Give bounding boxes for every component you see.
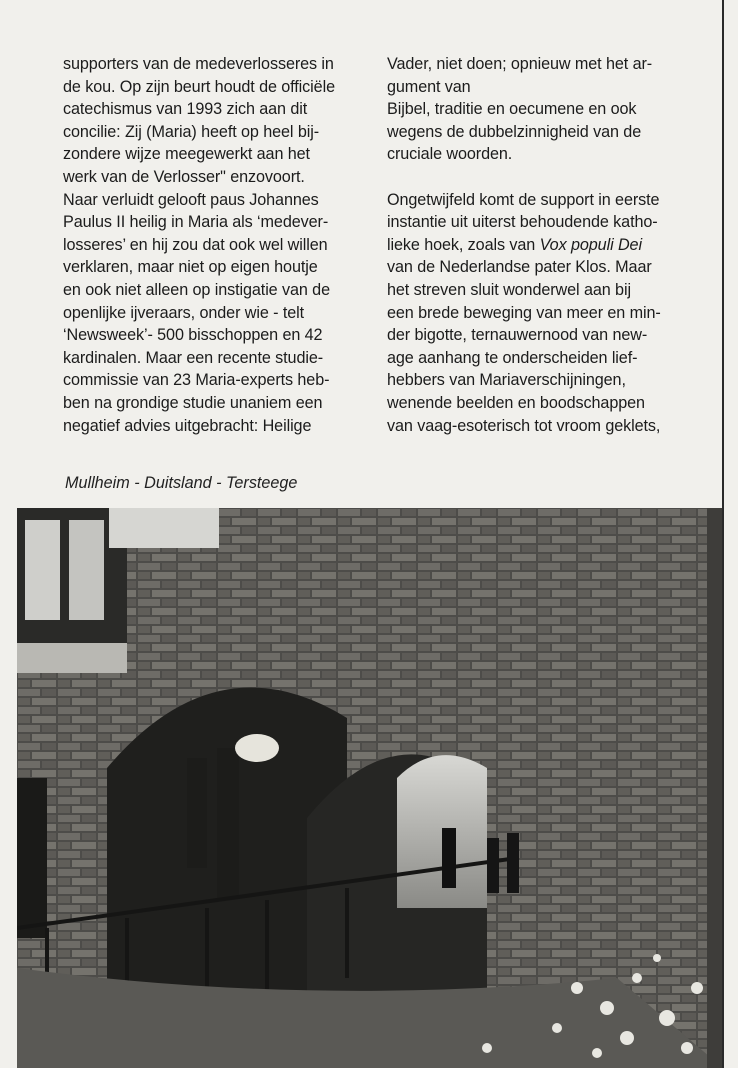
text-line: gument van [387, 77, 471, 96]
text-line: losseres’ en hij zou dat ook wel willen [63, 235, 328, 254]
text-line: het streven sluit wonderwel aan bij [387, 280, 631, 299]
text-line: de kou. Op zijn beurt houdt de officiële [63, 77, 335, 96]
archway-photo-illustration [17, 508, 723, 1068]
text-line: zondere wijze meegewerkt aan het [63, 145, 310, 164]
paragraph-1 [387, 53, 717, 166]
text-line: verklaren, maar niet op eigen houtje [63, 258, 318, 277]
text-line: commissie van 23 Maria-experts heb- [63, 371, 330, 390]
photo-stone-archway [17, 508, 723, 1068]
text-line: Ongetwijfeld komt de support in eerste [387, 190, 660, 209]
text-line: een brede beweging van meer en min- [387, 303, 661, 322]
text-line: age aanhang te onderscheiden lief- [387, 348, 638, 367]
left-text-column [63, 53, 383, 437]
text-line: en ook niet alleen op instigatie van de [63, 280, 330, 299]
text-line: wenende beelden en boodschappen [387, 393, 645, 412]
text-line: Vader, niet doen; opnieuw met het ar- [387, 55, 653, 73]
text-line: werk van de Verlosser" enzovoort. [63, 167, 305, 186]
text-line: ‘Newsweek’- 500 bisschoppen en 42 [63, 326, 323, 345]
text-line: Bijbel, traditie en oecumene en ook [387, 100, 637, 119]
text-line: der bigotte, ternauwernood van new- [387, 326, 648, 345]
text-line [387, 234, 717, 257]
text-fragment: lieke hoek, zoals van [387, 235, 540, 254]
text-line: kardinalen. Maar een recente studie- [63, 348, 324, 367]
text-line: supporters van de medeverlosseres in [63, 55, 334, 73]
text-line: cruciale woorden. [387, 145, 513, 164]
text-line: ben na grondige studie unaniem een [63, 393, 323, 412]
text-line: van vaag-esoterisch tot vroom geklets, [387, 416, 661, 435]
publication-title: Vox populi Dei [539, 235, 642, 254]
paragraph-2 [387, 189, 717, 438]
right-text-column [387, 53, 717, 437]
text-line: openlijke ijveraars, onder wie - telt [63, 303, 305, 322]
text-line: instantie uit uiterst behoudende katho- [387, 213, 658, 232]
text-line: catechismus van 1993 zich aan dit [63, 100, 308, 119]
text-line: van de Nederlandse pater Klos. Maar [387, 258, 652, 277]
text-line: concilie: Zij (Maria) heeft op heel bij- [63, 122, 320, 141]
text-line: negatief advies uitgebracht: Heilige [63, 416, 312, 435]
text-line: Paulus II heilig in Maria als ‘medever- [63, 213, 329, 232]
page-edge [722, 0, 724, 1068]
text-line: hebbers van Mariaverschijningen, [387, 371, 626, 390]
text-line: Naar verluidt gelooft paus Johannes [63, 190, 319, 209]
photo-caption: Mullheim - Duitsland - Tersteege [65, 474, 298, 492]
text-line: wegens de dubbelzinnigheid van de [387, 122, 642, 141]
